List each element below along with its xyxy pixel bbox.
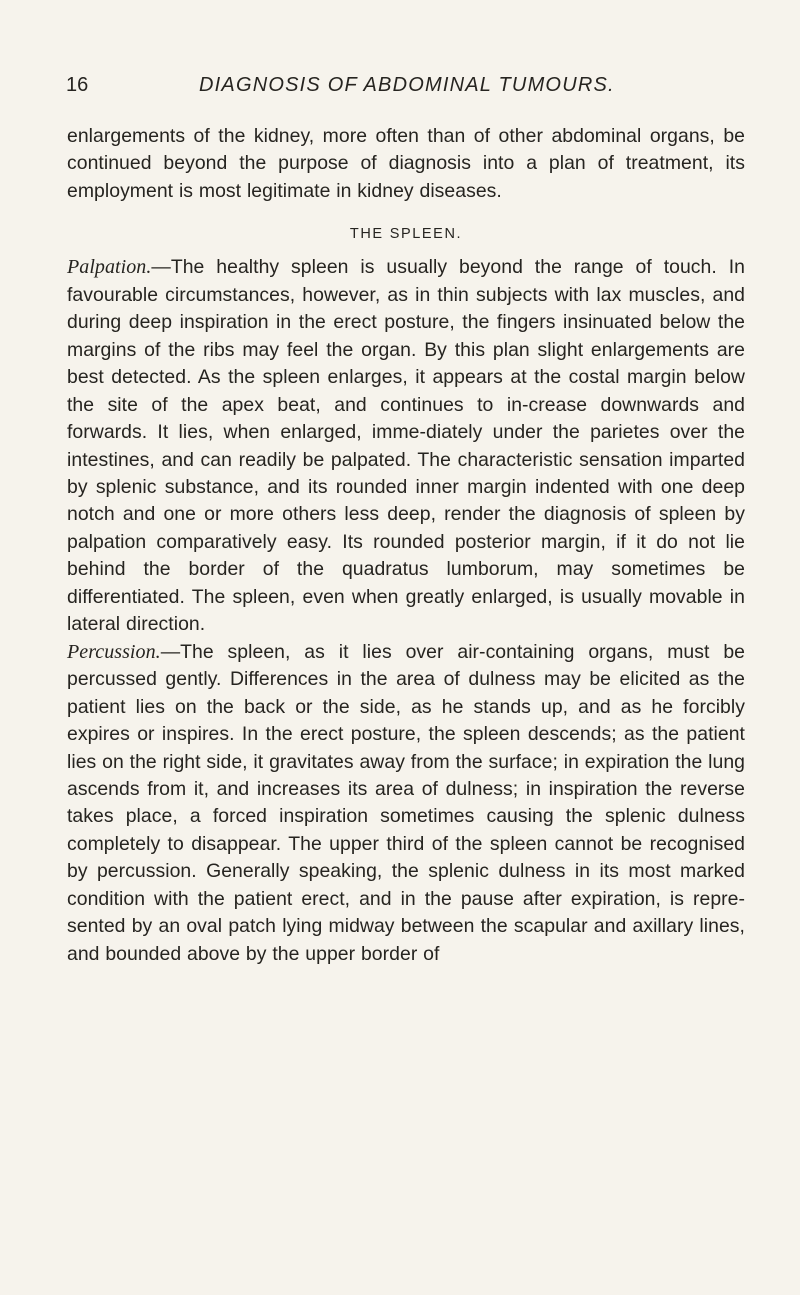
palpation-text: —The healthy spleen is usually beyond the range of touch. In favourable circumstances, however, as in thin subjects with lax muscles, and during deep inspiration in the erect posture, the fingers insinuated below the margins of the ribs may feel the organ. By this plan slight enlargements are best detected. As the spleen enlarges, it appears at the costal margin below the site of the apex beat, and continues to in-crease downwards and forwards. It lies, when enlarged, imme-diately under the parietes over the intestines, and can readily be palpated. The characteristic sensation imparted by splenic substance, and its rounded inner margin indented with one deep notch and one or more others less deep, render the diagnosis of spleen by palpation comparatively easy. Its rounded posterior margin, if it do not lie behind the border of the quadratus lumborum, may sometimes be differentiated. The spleen, even when greatly enlarged, is usually movable in lateral direction.: [67, 256, 745, 636]
percussion-text: —The spleen, as it lies over air-containing organs, must be percussed gently. Differences in the area of dulness may be elicited as the patient lies on the back or the side, as he stands up, and as he forcibly expires or inspires. In the erect posture, the spleen descends; as the patient lies on the right side, it gravitates away from the surface; in expiration the lung ascends from it, and increases its area of dulness; in inspiration the reverse takes place, a forced inspiration sometimes causing the splenic dulness completely to disappear. The upper third of the spleen cannot be recognised by percussion. Generally speaking, the splenic dulness in its most marked condition with the patient erect, and in the pause after expiration, is repre-sented by an oval patch lying midway between the scapular and axillary lines, and bounded above by the upper border of: [67, 640, 745, 965]
palpation-label: Palpation.: [67, 256, 152, 279]
body-text: [67, 123, 745, 968]
page-header: [66, 74, 746, 104]
intro-paragraph: enlargements of the kidney, more often than of other abdominal organs, be continued beyond the purpose of diagnosis into a plan of treatment, its employment is most legitimate in kidney diseases.: [67, 125, 745, 202]
page-number: 16: [66, 74, 89, 96]
palpation-paragraph: [67, 254, 745, 638]
percussion-paragraph: [67, 639, 745, 968]
section-heading: THE SPLEEN.: [349, 226, 463, 243]
percussion-label: Percussion.: [67, 640, 161, 663]
running-title: DIAGNOSIS OF ABDOMINAL TUMOURS.: [199, 74, 615, 96]
